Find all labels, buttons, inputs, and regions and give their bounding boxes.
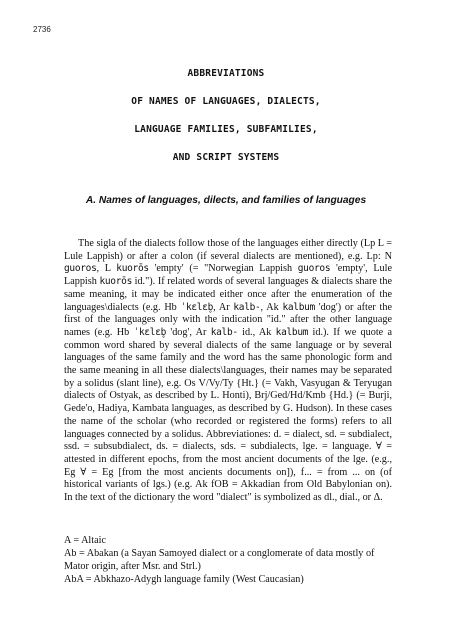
paragraph-text: id."). If related words of several languages & dialects share the same meaning, it may be indicated either once after the enumeration of the languages\dialects (e.g. Hb bbox=[64, 276, 393, 313]
paragraph-text: 'dog', Ar bbox=[166, 326, 211, 338]
example-word: kuorōs bbox=[99, 276, 132, 288]
title-line-1: ABBREVIATIONS bbox=[187, 68, 265, 79]
example-word: guoros bbox=[64, 263, 97, 275]
title-block bbox=[0, 60, 452, 172]
title-line-2: OF NAMES OF LANGUAGES, DIALECTS, bbox=[131, 96, 321, 107]
example-word: guoros bbox=[297, 263, 331, 275]
paragraph-text: , Ar bbox=[213, 301, 234, 313]
example-word: kalb- bbox=[210, 326, 238, 338]
abbreviation-entry: A = Altaic bbox=[64, 535, 106, 546]
paragraph-text: id., Ak bbox=[237, 326, 276, 338]
example-word: kalbum bbox=[282, 301, 315, 313]
paragraph-text: , Ak bbox=[260, 301, 283, 313]
paragraph-text: 'empty', Lule Lappish bbox=[64, 263, 392, 288]
intro-paragraph bbox=[64, 238, 392, 505]
paragraph-text: 'dog') or after the first of the languages only with the indication "id." after the other language names (e.g. Hb bbox=[64, 301, 393, 338]
example-word: ˈkɛlɛb̥ bbox=[133, 326, 167, 338]
example-word: ˈkɛlɛb̥ bbox=[180, 301, 214, 313]
page-number: 2736 bbox=[33, 25, 51, 34]
paragraph-text: 'empty' (= "Norwegian Lappish bbox=[148, 263, 298, 275]
abbreviation-entry: AbA = Abkhazo-Adygh language family (West Caucasian) bbox=[64, 574, 304, 585]
example-word: kalb- bbox=[233, 301, 261, 313]
paragraph-text: id.). If we quote a common word shared by several dialects of the same language or by several languages of the same family and the word has the same phonologic form and the same meaning in all these dialects\languages, their names may be separated by a solidus (slant line), e.g. Os V/Vy/Ty {Ht.} (= Vakh, Vasyugan & Teryugan dialects of Ostyak, as described by L. Honti), Brj/Ged/Hd/Kmb {Hd.} (= Burji, Gede'o, Hadiya, Kambata languages, as described by G. Hudson). In these cases the name of the scholar (who recorded or registered the forms) refers to all languages connected by a solidus. Abbreviationes: d. = dialect, sd. = subdialect, ssd. = subsubdialect, ds. = dialects, sds. = subdialects, lge. = language. ∀ = attested in different epochs, from the most ancient documents of the lge. (e.g., Eg ∀ = Eg [from the most ancients documents on]), f... = from ... on (of historical variants of lgs.) (e.g. Ak fOB = Akkadian from Old Babylonian on). In the text of the dictionary the word "dialect" is symbolized as dl., dial., or Δ. bbox=[64, 326, 393, 504]
abbreviation-entry: Ab = Abakan (a Sayan Samoyed dialect or a conglomerate of data mostly of Mator origin, after Msr. and Strl.) bbox=[64, 548, 375, 572]
example-word: kalbum bbox=[275, 326, 309, 338]
body-text bbox=[64, 238, 392, 505]
title-line-4: AND SCRIPT SYSTEMS bbox=[172, 152, 280, 163]
title-line-3: LANGUAGE FAMILIES, SUBFAMILIES, bbox=[134, 124, 318, 135]
section-heading: A. Names of languages, dilects, and families of languages bbox=[85, 195, 367, 206]
paragraph-text: , L bbox=[96, 263, 117, 275]
example-word: kuorōs bbox=[116, 263, 149, 275]
paragraph-text: The sigla of the dialects follow those of the languages either directly (Lp L = Lule Lappish) or after a colon (if several dialects are mentioned), e.g. Lp: N bbox=[64, 238, 392, 262]
abbreviation-list bbox=[64, 534, 394, 586]
